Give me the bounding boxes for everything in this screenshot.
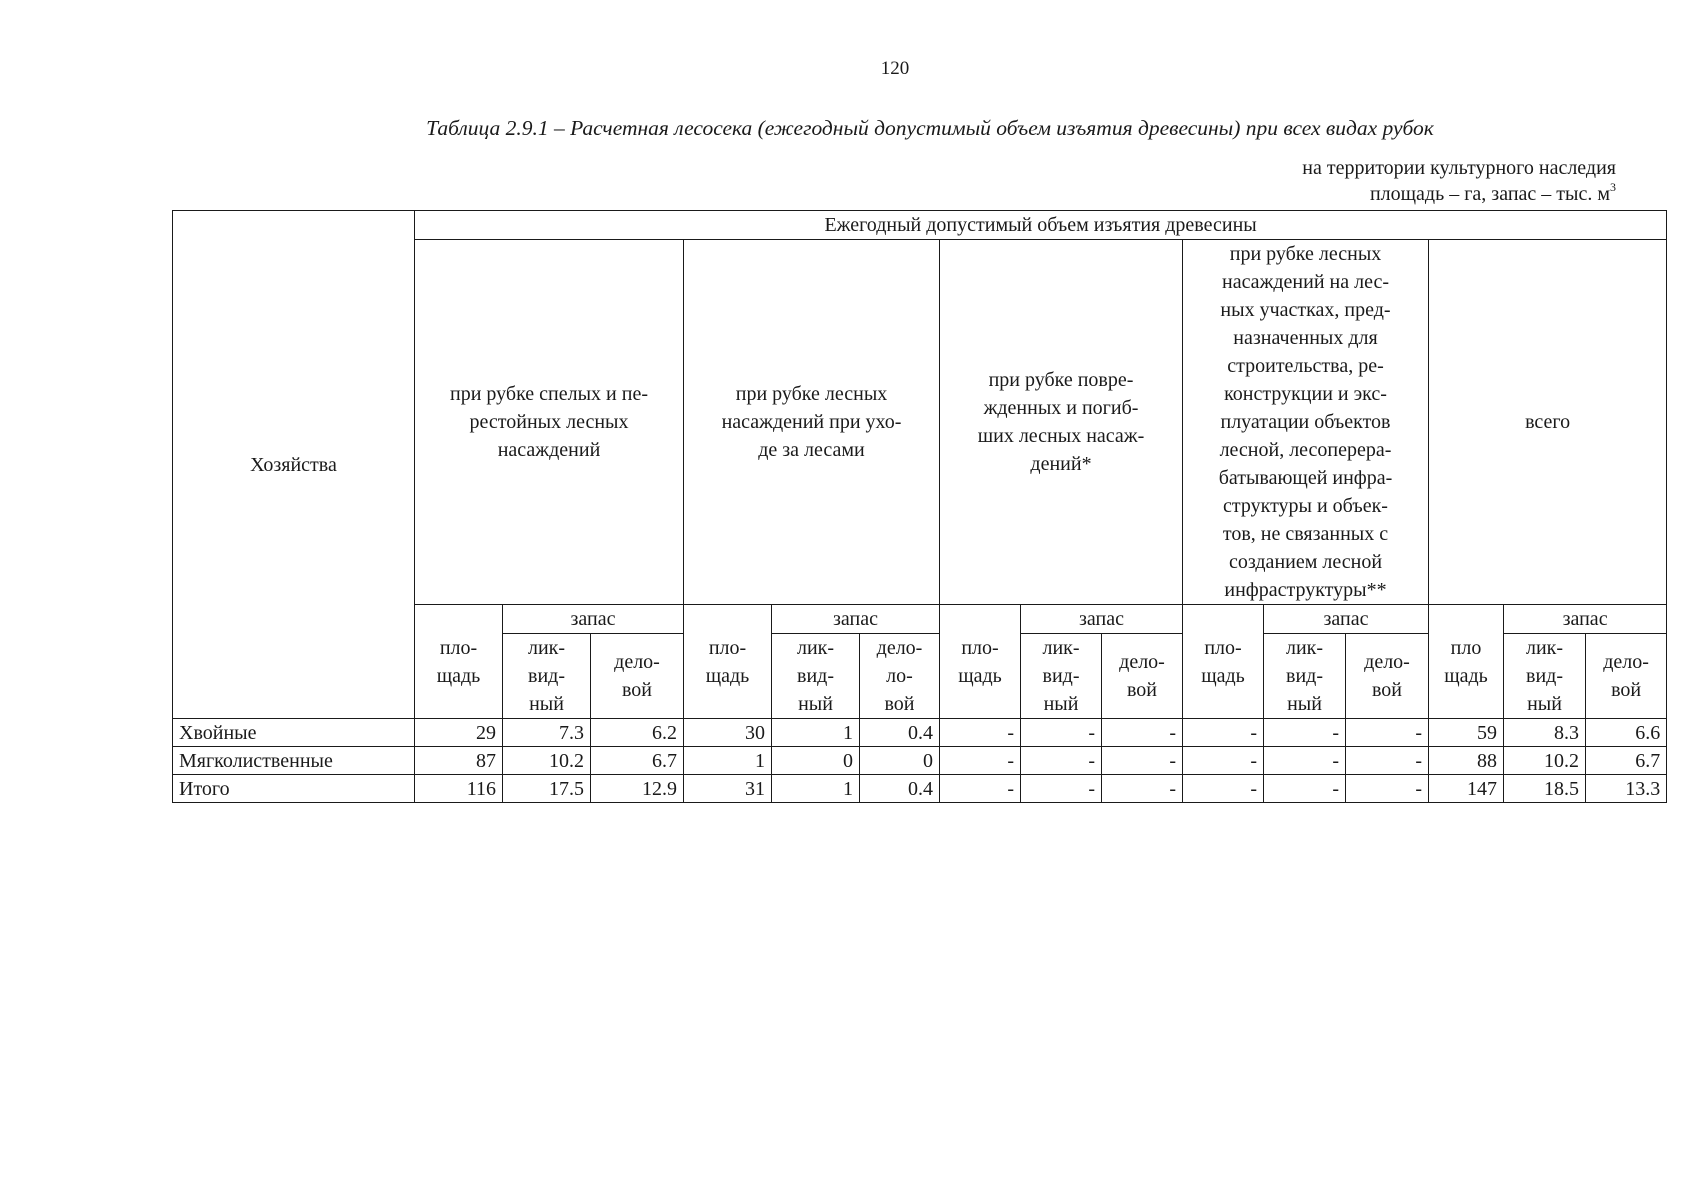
cell: 0.4: [860, 719, 940, 747]
cell: -: [1021, 775, 1102, 803]
header-business: дело- вой: [591, 634, 684, 719]
cell: -: [1346, 719, 1429, 747]
cell: -: [1021, 719, 1102, 747]
cell: -: [940, 747, 1021, 775]
cell: 18.5: [1504, 775, 1586, 803]
cell: 1: [772, 719, 860, 747]
row-label: Итого: [173, 775, 415, 803]
cell: -: [1183, 747, 1264, 775]
header-zapas: запас: [1504, 605, 1667, 634]
cell: -: [1346, 747, 1429, 775]
table-caption: Таблица 2.9.1 – Расчетная лесосека (ежегодный допустимый объем изъятия древесины) при всех видах рубок: [426, 116, 1434, 140]
cell: -: [1102, 775, 1183, 803]
cell: 147: [1429, 775, 1504, 803]
header-area: пло- щадь: [684, 605, 772, 719]
cell: 116: [415, 775, 503, 803]
units-note-superscript: 3: [1610, 180, 1616, 194]
header-category-infrastructure: при рубке лесных насаждений на лес- ных участках, пред- назначенных для строительства, ре- конструкции и экс- плуатации объектов лесной, лесоперера- батывающей инфра- структуры и объек- тов, не связанных с созданием лесной инфраструктуры**: [1183, 240, 1429, 605]
cell: 1: [684, 747, 772, 775]
units-note: [1369, 180, 1616, 206]
cell: -: [1264, 775, 1346, 803]
table-row-softwood: [173, 747, 1667, 775]
cell: 0: [772, 747, 860, 775]
cell: -: [940, 775, 1021, 803]
header-farms: Хозяйства: [173, 211, 415, 719]
cell: -: [1183, 775, 1264, 803]
row-label: Мягколиственные: [173, 747, 415, 775]
header-zapas: запас: [503, 605, 684, 634]
table-row-total: [173, 775, 1667, 803]
cell: 6.7: [1586, 747, 1667, 775]
cell: 12.9: [591, 775, 684, 803]
cell: 6.2: [591, 719, 684, 747]
header-business: дело- вой: [1586, 634, 1667, 719]
cell: 13.3: [1586, 775, 1667, 803]
header-category-total: всего: [1429, 240, 1667, 605]
header-liquid: лик- вид- ный: [1504, 634, 1586, 719]
cell: 30: [684, 719, 772, 747]
cell: -: [1102, 747, 1183, 775]
cell: 10.2: [1504, 747, 1586, 775]
cell: -: [1264, 719, 1346, 747]
table-body: [173, 719, 1667, 803]
row-label: Хвойные: [173, 719, 415, 747]
cell: 10.2: [503, 747, 591, 775]
territory-note: на территории культурного наследия: [1302, 157, 1616, 179]
cell: 1: [772, 775, 860, 803]
cell: -: [1021, 747, 1102, 775]
header-area-total: пло щадь: [1429, 605, 1504, 719]
cell: 31: [684, 775, 772, 803]
header-area: пло- щадь: [1183, 605, 1264, 719]
cell: 6.6: [1586, 719, 1667, 747]
header-zapas: запас: [772, 605, 940, 634]
harvest-table: [172, 210, 1667, 803]
header-category-damaged: при рубке повре- жденных и погиб- ших лесных насаж- дений*: [940, 240, 1183, 605]
cell: 6.7: [591, 747, 684, 775]
header-category-mature: при рубке спелых и пе- рестойных лесных насаждений: [415, 240, 684, 605]
cell: 88: [1429, 747, 1504, 775]
cell: 17.5: [503, 775, 591, 803]
cell: 59: [1429, 719, 1504, 747]
header-zapas: запас: [1264, 605, 1429, 634]
header-category-care: при рубке лесных насаждений при ухо- де за лесами: [684, 240, 940, 605]
header-business: дело- вой: [1102, 634, 1183, 719]
header-zapas: запас: [1021, 605, 1183, 634]
header-business: дело- вой: [1346, 634, 1429, 719]
cell: -: [1183, 719, 1264, 747]
cell: 29: [415, 719, 503, 747]
table-row-coniferous: [173, 719, 1667, 747]
cell: 0.4: [860, 775, 940, 803]
cell: -: [940, 719, 1021, 747]
header-liquid: лик- вид- ный: [1264, 634, 1346, 719]
cell: 87: [415, 747, 503, 775]
units-note-text: площадь – га, запас – тыс. м: [1369, 183, 1610, 205]
page-number: 120: [880, 58, 910, 79]
header-row-top: [173, 211, 1667, 240]
cell: 8.3: [1504, 719, 1586, 747]
header-area: пло- щадь: [415, 605, 503, 719]
cell: -: [1346, 775, 1429, 803]
header-liquid: лик- вид- ный: [772, 634, 860, 719]
cell: -: [1102, 719, 1183, 747]
header-liquid: лик- вид- ный: [1021, 634, 1102, 719]
header-liquid: лик- вид- ный: [503, 634, 591, 719]
header-business: дело- ло- вой: [860, 634, 940, 719]
cell: 7.3: [503, 719, 591, 747]
header-area: пло- щадь: [940, 605, 1021, 719]
cell: -: [1264, 747, 1346, 775]
header-annual-volume: Ежегодный допустимый объем изъятия древесины: [415, 211, 1667, 240]
cell: 0: [860, 747, 940, 775]
